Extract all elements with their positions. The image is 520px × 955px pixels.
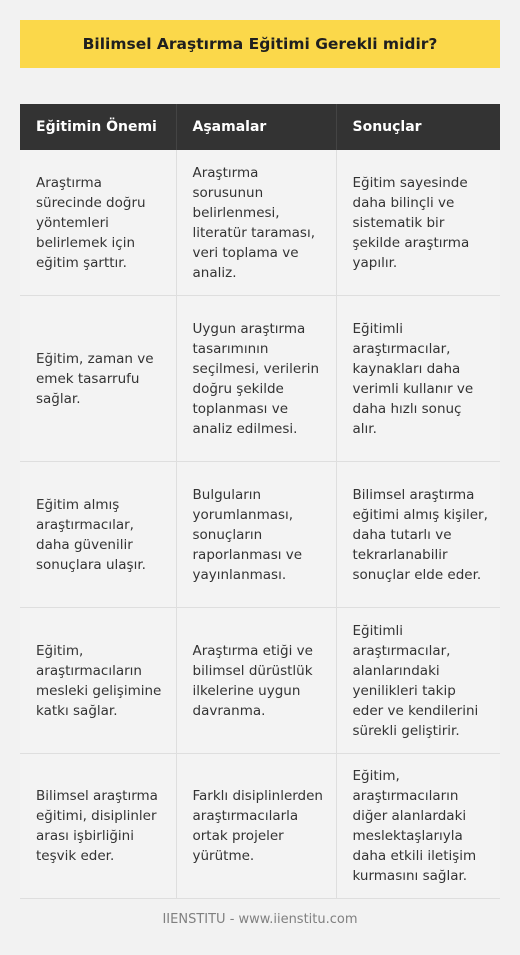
table-cell: Eğitim, zaman ve emek tasarrufu sağlar.	[20, 296, 176, 462]
table-cell: Bulguların yorumlanması, sonuçların raporlanması ve yayınlanması.	[176, 462, 336, 608]
page-title: Bilimsel Araştırma Eğitimi Gerekli midir?	[82, 35, 438, 53]
table-cell: Araştırma sorusunun belirlenmesi, literatür taraması, veri toplama ve analiz.	[176, 150, 336, 296]
table-row	[20, 150, 500, 296]
table-cell: Eğitim sayesinde daha bilinçli ve sistematik bir şekilde araştırma yapılır.	[336, 150, 500, 296]
table-cell: Uygun araştırma tasarımının seçilmesi, verilerin doğru şekilde toplanması ve analiz edilmesi.	[176, 296, 336, 462]
column-header: Sonuçlar	[336, 104, 500, 150]
table-row	[20, 608, 500, 754]
table-row	[20, 754, 500, 899]
table-cell: Bilimsel araştırma eğitimi almış kişiler, daha tutarlı ve tekrarlanabilir sonuçlar elde eder.	[336, 462, 500, 608]
comparison-table	[20, 104, 500, 899]
table-cell: Farklı disiplinlerden araştırmacılarla ortak projeler yürütme.	[176, 754, 336, 899]
table-row	[20, 462, 500, 608]
column-header: Aşamalar	[176, 104, 336, 150]
table-header-row	[20, 104, 500, 150]
table-row	[20, 296, 500, 462]
title-banner	[20, 20, 500, 68]
table-cell: Araştırma sürecinde doğru yöntemleri belirlemek için eğitim şarttır.	[20, 150, 176, 296]
table-cell: Eğitimli araştırmacılar, alanlarındaki yenilikleri takip eder ve kendilerini sürekli geliştirir.	[336, 608, 500, 754]
table-cell: Bilimsel araştırma eğitimi, disiplinler arası işbirliğini teşvik eder.	[20, 754, 176, 899]
table-cell: Araştırma etiği ve bilimsel dürüstlük ilkelerine uygun davranma.	[176, 608, 336, 754]
table-cell: Eğitim, araştırmacıların diğer alanlardaki meslektaşlarıyla daha etkili iletişim kurmasını sağlar.	[336, 754, 500, 899]
footer-credit: IIENSTITU - www.iienstitu.com	[162, 912, 358, 927]
table-cell: Eğitim almış araştırmacılar, daha güvenilir sonuçlara ulaşır.	[20, 462, 176, 608]
table-cell: Eğitimli araştırmacılar, kaynakları daha verimli kullanır ve daha hızlı sonuç alır.	[336, 296, 500, 462]
column-header: Eğitimin Önemi	[20, 104, 176, 150]
table-cell: Eğitim, araştırmacıların mesleki gelişimine katkı sağlar.	[20, 608, 176, 754]
